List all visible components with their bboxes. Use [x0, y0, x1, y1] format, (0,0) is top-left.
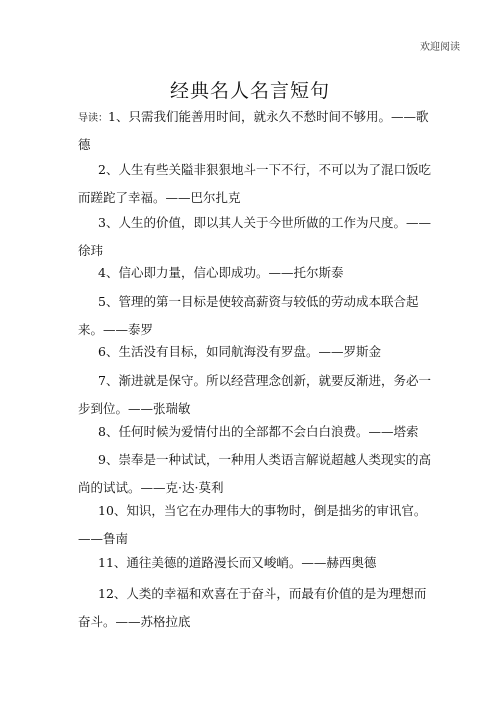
quote-2: 2、人生有些关隘非狠狠地斗一下不行，不可以为了混口饭吃而蹉跎了幸福。——巴尔扎克: [78, 162, 431, 205]
quote-1: [78, 104, 438, 158]
quote-8: 8、任何时候为爱情付出的全部都不会白白浪费。——塔索: [98, 424, 419, 439]
quote-4: 4、信心即力量，信心即成功。——托尔斯泰: [98, 265, 344, 280]
page-title: 经典名人名言短句: [169, 80, 330, 102]
quote-12: 12、人类的幸福和欢喜在于奋斗，而最有价值的是为理想而奋斗。——苏格拉底: [78, 586, 427, 629]
lead-label: 导读：: [78, 113, 108, 124]
quote-6: 6、生活没有目标，如同航海没有罗盘。——罗斯金: [98, 344, 381, 359]
quote-11: 11、通往美德的道路漫长而又峻峭。——赫西奥德: [98, 555, 377, 570]
quote-10: 10、知识，当它在办理伟大的事物时，倒是拙劣的审讯官。——鲁南: [78, 503, 427, 546]
quote-text: 1、只需我们能善用时间，就永久不愁时间不够用。——歌德: [78, 109, 429, 152]
quote-5: 5、管理的第一目标是使较高薪资与较低的劳动成本联合起来。——泰罗: [78, 294, 419, 337]
header-note: 欢迎阅读: [420, 42, 460, 53]
quote-3: 3、人生的价值，即以其人关于今世所做的工作为尺度。——徐玮: [78, 215, 431, 258]
quote-9: 9、崇奉是一种试试，一种用人类语言解说超越人类现实的高尚的试试。——克·达·莫利: [78, 452, 431, 495]
quote-7: 7、渐进就是保守。所以经营理念创新，就要反渐进，务必一步到位。——张瑞敏: [78, 373, 431, 416]
